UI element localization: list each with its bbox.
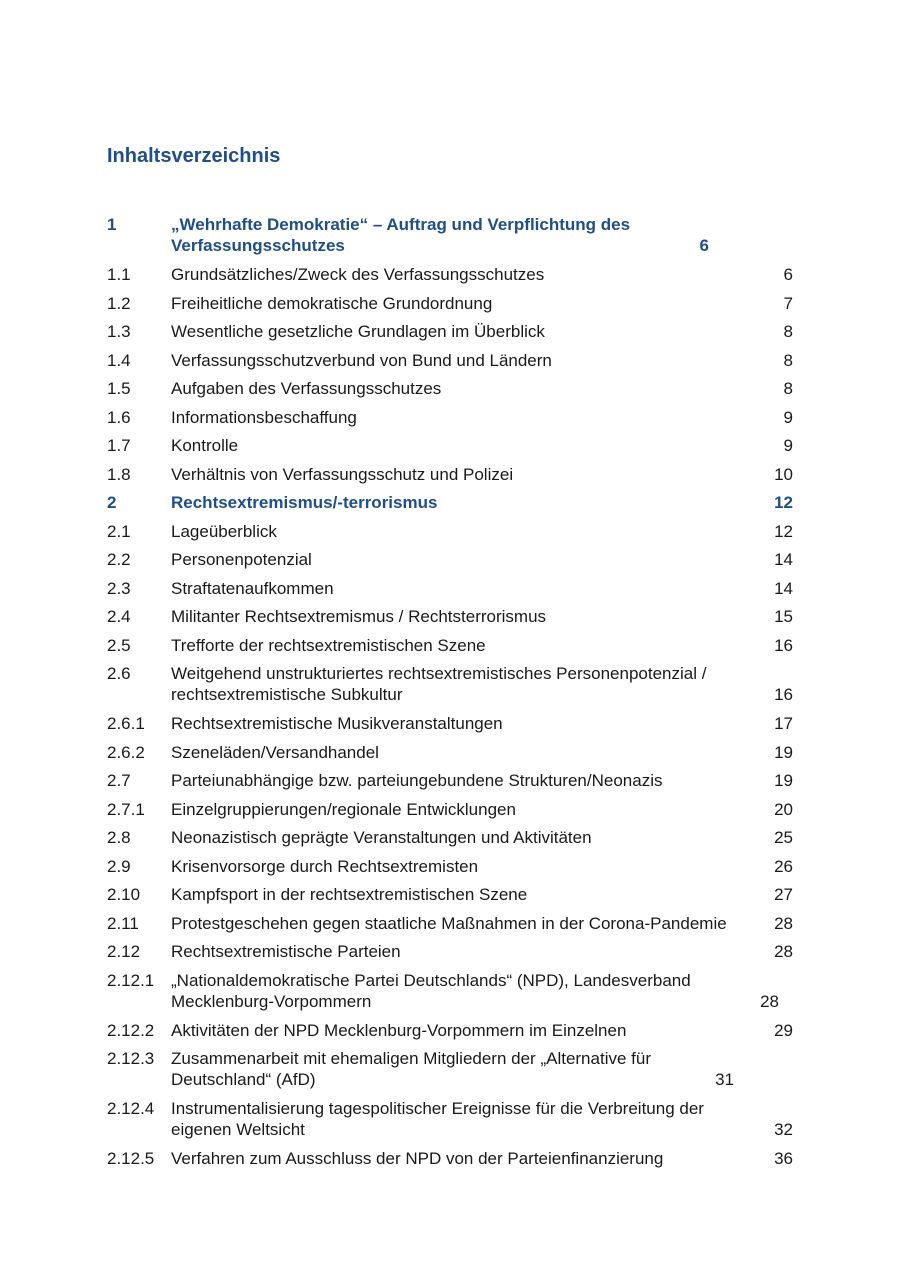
toc-entry[interactable] bbox=[107, 937, 793, 966]
toc-entry-number: 2.9 bbox=[107, 856, 131, 876]
toc-entry[interactable] bbox=[107, 602, 793, 631]
toc-entry-number: 1.4 bbox=[107, 350, 131, 370]
toc-entry-title: „Nationaldemokratische Partei Deutschlands“ (NPD), Landesverband Mecklenburg-Vorpommern bbox=[171, 970, 691, 1011]
toc-entry-title: Freiheitliche demokratische Grundordnung bbox=[171, 293, 493, 313]
table-of-contents bbox=[107, 210, 793, 1173]
toc-entry-page-number: 14 bbox=[774, 550, 793, 569]
toc-entry-number: 2.6.1 bbox=[107, 714, 145, 733]
toc-entry-title: Verfahren zum Ausschluss der NPD von der Parteienfinanzierung bbox=[171, 1149, 664, 1168]
toc-entry-title: Protestgeschehen gegen staatliche Maßnahmen in der Corona-Pandemie bbox=[171, 913, 727, 933]
toc-entry[interactable] bbox=[107, 260, 793, 289]
toc-entry[interactable] bbox=[107, 346, 793, 375]
toc-entry[interactable] bbox=[107, 1094, 793, 1144]
toc-entry-page-number: 9 bbox=[783, 436, 793, 455]
toc-entry-title: Neonazistisch geprägte Veranstaltungen und Aktivitäten bbox=[171, 828, 592, 847]
toc-entry-page-number: 16 bbox=[774, 685, 793, 704]
toc-entry[interactable] bbox=[107, 574, 793, 603]
toc-entry-number: 1.3 bbox=[107, 322, 131, 341]
toc-entry-title: Rechtsextremistische Musikveranstaltungen bbox=[171, 714, 503, 733]
toc-entry-number: 1.6 bbox=[107, 407, 131, 427]
toc-entry[interactable] bbox=[107, 545, 793, 574]
toc-entry-number: 1.8 bbox=[107, 464, 131, 484]
toc-chapter-entry[interactable] bbox=[107, 488, 793, 517]
toc-entry-title: Wesentliche gesetzliche Grundlagen im Überblick bbox=[171, 322, 545, 341]
toc-entry-page-number: 25 bbox=[774, 828, 793, 847]
toc-entry-title: Parteiunabhängige bzw. parteiungebundene Strukturen/Neonazis bbox=[171, 771, 663, 790]
toc-entry-number: 2.12.3 bbox=[107, 1049, 155, 1068]
toc-entry-title: Militanter Rechtsextremismus / Rechtsterrorismus bbox=[171, 607, 547, 626]
toc-entry-page-number: 31 bbox=[715, 1070, 734, 1089]
toc-entry-number: 2.11 bbox=[107, 913, 139, 933]
toc-entry-page-number: 20 bbox=[774, 799, 793, 819]
toc-entry-number: 1.1 bbox=[107, 265, 131, 284]
toc-entry[interactable] bbox=[107, 1044, 793, 1094]
toc-entry[interactable] bbox=[107, 738, 793, 767]
toc-entry-number: 2.12.5 bbox=[107, 1149, 155, 1168]
toc-entry[interactable] bbox=[107, 880, 793, 909]
toc-entry-page-number: 26 bbox=[774, 856, 793, 876]
toc-entry-title: Aufgaben des Verfassungsschutzes bbox=[171, 379, 442, 398]
toc-entry-page-number: 27 bbox=[774, 885, 793, 904]
toc-entry[interactable] bbox=[107, 823, 793, 852]
toc-entry-title: Personenpotenzial bbox=[171, 550, 312, 569]
toc-entry-page-number: 36 bbox=[774, 1149, 793, 1168]
toc-entry[interactable] bbox=[107, 517, 793, 546]
toc-entry-page-number: 16 bbox=[774, 635, 793, 655]
toc-entry-title: Kontrolle bbox=[171, 436, 239, 455]
toc-entry-page-number: 29 bbox=[774, 1020, 793, 1040]
toc-entry-page-number: 9 bbox=[783, 407, 793, 427]
toc-entry-page-number: 7 bbox=[783, 293, 793, 313]
toc-entry-title: Zusammenarbeit mit ehemaligen Mitgliedern der „Alternative für Deutschland“ (AfD) bbox=[171, 1049, 651, 1089]
toc-entry[interactable] bbox=[107, 852, 793, 881]
toc-entry-number: 2.6.2 bbox=[107, 742, 145, 762]
toc-entry[interactable] bbox=[107, 766, 793, 795]
toc-entry-title: Weitgehend unstrukturiertes rechtsextremistisches Personenpotenzial / rechtsextremistische Subkultur bbox=[171, 664, 707, 704]
toc-entry-number: 2.12.1 bbox=[107, 970, 155, 990]
toc-entry-page-number: 8 bbox=[783, 322, 793, 341]
toc-entry-title: Straftatenaufkommen bbox=[171, 578, 334, 598]
toc-entry-number: 2 bbox=[107, 493, 117, 512]
toc-entry-number: 2.7 bbox=[107, 771, 131, 790]
toc-entry-title: Szeneläden/Versandhandel bbox=[171, 742, 379, 762]
toc-entry-title: Instrumentalisierung tagespolitischer Ereignisse für die Verbreitung der eigenen Weltsicht bbox=[171, 1099, 704, 1139]
toc-entry-page-number: 15 bbox=[774, 607, 793, 626]
toc-entry-title: Verfassungsschutzverbund von Bund und Ländern bbox=[171, 350, 552, 370]
toc-entry-number: 1.5 bbox=[107, 379, 131, 398]
toc-entry[interactable] bbox=[107, 966, 793, 1016]
toc-entry-title: Informationsbeschaffung bbox=[171, 407, 357, 427]
toc-entry-number: 2.7.1 bbox=[107, 799, 145, 819]
toc-entry[interactable] bbox=[107, 460, 793, 489]
toc-entry-page-number: 12 bbox=[774, 493, 793, 512]
toc-entry-title: Rechtsextremistische Parteien bbox=[171, 942, 401, 961]
toc-entry-number: 1.7 bbox=[107, 436, 131, 455]
toc-entry[interactable] bbox=[107, 659, 793, 709]
toc-entry-number: 2.12.4 bbox=[107, 1099, 155, 1118]
toc-entry-page-number: 28 bbox=[774, 942, 793, 961]
toc-entry-title: Lageüberblick bbox=[171, 521, 277, 541]
toc-entry-page-number: 6 bbox=[783, 265, 793, 284]
toc-entry-title: Einzelgruppierungen/regionale Entwicklungen bbox=[171, 799, 516, 819]
toc-entry-title: Trefforte der rechtsextremistischen Szene bbox=[171, 635, 486, 655]
toc-entry[interactable] bbox=[107, 431, 793, 460]
toc-entry[interactable] bbox=[107, 1016, 793, 1045]
toc-entry[interactable] bbox=[107, 631, 793, 660]
toc-entry[interactable] bbox=[107, 317, 793, 346]
toc-entry-number: 2.6 bbox=[107, 664, 131, 683]
toc-entry[interactable] bbox=[107, 403, 793, 432]
toc-entry-page-number: 17 bbox=[774, 714, 793, 733]
toc-entry[interactable] bbox=[107, 795, 793, 824]
toc-entry-page-number: 19 bbox=[774, 771, 793, 790]
toc-entry-number: 2.5 bbox=[107, 635, 131, 655]
toc-entry-number: 2.4 bbox=[107, 607, 131, 626]
toc-entry-page-number: 10 bbox=[774, 464, 793, 484]
toc-entry-page-number: 19 bbox=[774, 742, 793, 762]
toc-entry[interactable] bbox=[107, 1144, 793, 1173]
toc-entry-number: 2.10 bbox=[107, 885, 141, 904]
toc-entry-title: Aktivitäten der NPD Mecklenburg-Vorpommern im Einzelnen bbox=[171, 1020, 627, 1040]
toc-entry-title: Grundsätzliches/Zweck des Verfassungsschutzes bbox=[171, 265, 545, 284]
toc-entry[interactable] bbox=[107, 909, 793, 938]
toc-entry-number: 2.2 bbox=[107, 550, 131, 569]
toc-entry-page-number: 8 bbox=[783, 379, 793, 398]
toc-entry-title: Rechtsextremismus/-terrorismus bbox=[171, 493, 438, 512]
toc-entry-number: 2.12.2 bbox=[107, 1020, 155, 1040]
toc-entry-number: 2.12 bbox=[107, 942, 141, 961]
toc-heading: Inhaltsverzeichnis bbox=[107, 145, 281, 167]
toc-entry-page-number: 28 bbox=[774, 913, 793, 933]
toc-entry-number: 2.1 bbox=[107, 521, 131, 541]
toc-entry-title: Verhältnis von Verfassungsschutz und Polizei bbox=[171, 464, 514, 484]
toc-entry[interactable] bbox=[107, 289, 793, 318]
toc-entry-number: 2.8 bbox=[107, 828, 131, 847]
toc-entry-number: 1 bbox=[107, 215, 117, 234]
toc-entry-number: 2.3 bbox=[107, 578, 131, 598]
toc-entry-number: 1.2 bbox=[107, 293, 131, 313]
toc-chapter-entry[interactable] bbox=[107, 210, 793, 260]
toc-entry-title: „Wehrhafte Demokratie“ – Auftrag und Verpflichtung des Verfassungsschutzes bbox=[171, 215, 631, 255]
toc-entry-page-number: 6 bbox=[699, 236, 709, 255]
toc-entry-title: Kampfsport in der rechtsextremistischen Szene bbox=[171, 885, 528, 904]
toc-entry[interactable] bbox=[107, 374, 793, 403]
toc-entry-title: Krisenvorsorge durch Rechtsextremisten bbox=[171, 856, 479, 876]
toc-entry-page-number: 14 bbox=[774, 578, 793, 598]
toc-entry-page-number: 32 bbox=[774, 1120, 793, 1139]
toc-entry[interactable] bbox=[107, 709, 793, 738]
toc-entry-page-number: 28 bbox=[760, 991, 779, 1011]
toc-entry-page-number: 8 bbox=[783, 350, 793, 370]
toc-entry-page-number: 12 bbox=[774, 521, 793, 541]
